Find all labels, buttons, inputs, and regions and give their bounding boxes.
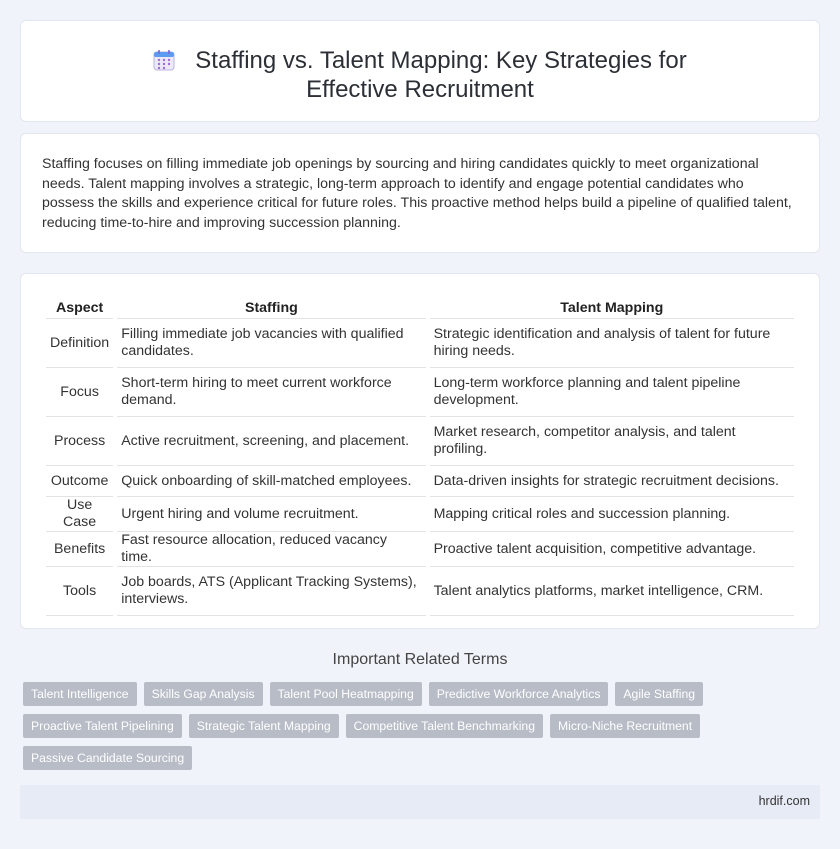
related-term-tag[interactable]: Proactive Talent Pipelining [23,714,182,738]
table-row [46,466,794,497]
header-card [20,20,820,122]
staffing-cell: Quick onboarding of skill-matched employees. [117,466,425,497]
table-header-row [46,295,794,319]
staffing-cell: Active recruitment, screening, and placement. [117,417,425,466]
staffing-cell: Filling immediate job vacancies with qualified candidates. [117,319,425,368]
related-term-tag[interactable]: Talent Pool Heatmapping [270,682,422,706]
talent-mapping-cell: Mapping critical roles and succession planning. [430,497,794,532]
column-header: Aspect [46,295,113,319]
related-term-tag[interactable]: Micro-Niche Recruitment [550,714,700,738]
table-row [46,319,794,368]
footer-bar [20,785,820,819]
aspect-cell: Outcome [46,466,113,497]
staffing-cell: Urgent hiring and volume recruitment. [117,497,425,532]
aspect-cell: Focus [46,368,113,417]
page-title-text: Staffing vs. Talent Mapping: Key Strategies for Effective Recruitment [195,47,687,103]
talent-mapping-cell: Data-driven insights for strategic recruitment decisions. [430,466,794,497]
intro-card [20,133,820,253]
related-term-tag[interactable]: Predictive Workforce Analytics [429,682,609,706]
column-header: Staffing [117,295,425,319]
related-term-tag[interactable]: Agile Staffing [615,682,703,706]
table-row [46,497,794,532]
related-terms-title: Important Related Terms [332,651,508,668]
staffing-cell: Short-term hiring to meet current workforce demand. [117,368,425,417]
related-term-tag[interactable]: Strategic Talent Mapping [189,714,339,738]
table-row [46,532,794,567]
related-terms-list [23,682,713,770]
comparison-card [20,273,820,629]
talent-mapping-cell: Strategic identification and analysis of talent for future hiring needs. [430,319,794,368]
page-title [21,46,819,104]
aspect-cell: Definition [46,319,113,368]
aspect-cell: Use Case [46,497,113,532]
related-term-tag[interactable]: Talent Intelligence [23,682,137,706]
comparison-table [42,295,798,616]
staffing-cell: Job boards, ATS (Applicant Tracking Systems), interviews. [117,567,425,616]
talent-mapping-cell: Long-term workforce planning and talent pipeline development. [430,368,794,417]
intro-paragraph: Staffing focuses on filling immediate job openings by sourcing and hiring candidates quickly to meet organizational needs. Talent mapping involves a strategic, long-term approach to identify and engage potential candidates who possess the skills and experience critical for future roles. This proactive method helps build a pipeline of qualified talent, reducing time-to-hire and improving succession planning. [42,156,792,231]
calendar-icon [153,49,175,71]
related-term-tag[interactable]: Competitive Talent Benchmarking [346,714,543,738]
related-term-tag[interactable]: Skills Gap Analysis [144,682,263,706]
related-term-tag[interactable]: Passive Candidate Sourcing [23,746,192,770]
table-row [46,368,794,417]
aspect-cell: Benefits [46,532,113,567]
talent-mapping-cell: Proactive talent acquisition, competitive advantage. [430,532,794,567]
talent-mapping-cell: Market research, competitor analysis, and talent profiling. [430,417,794,466]
aspect-cell: Process [46,417,113,466]
table-row [46,567,794,616]
table-row [46,417,794,466]
footer-site-link[interactable]: hrdif.com [758,794,810,808]
staffing-cell: Fast resource allocation, reduced vacancy time. [117,532,425,567]
talent-mapping-cell: Talent analytics platforms, market intelligence, CRM. [430,567,794,616]
aspect-cell: Tools [46,567,113,616]
column-header: Talent Mapping [430,295,794,319]
